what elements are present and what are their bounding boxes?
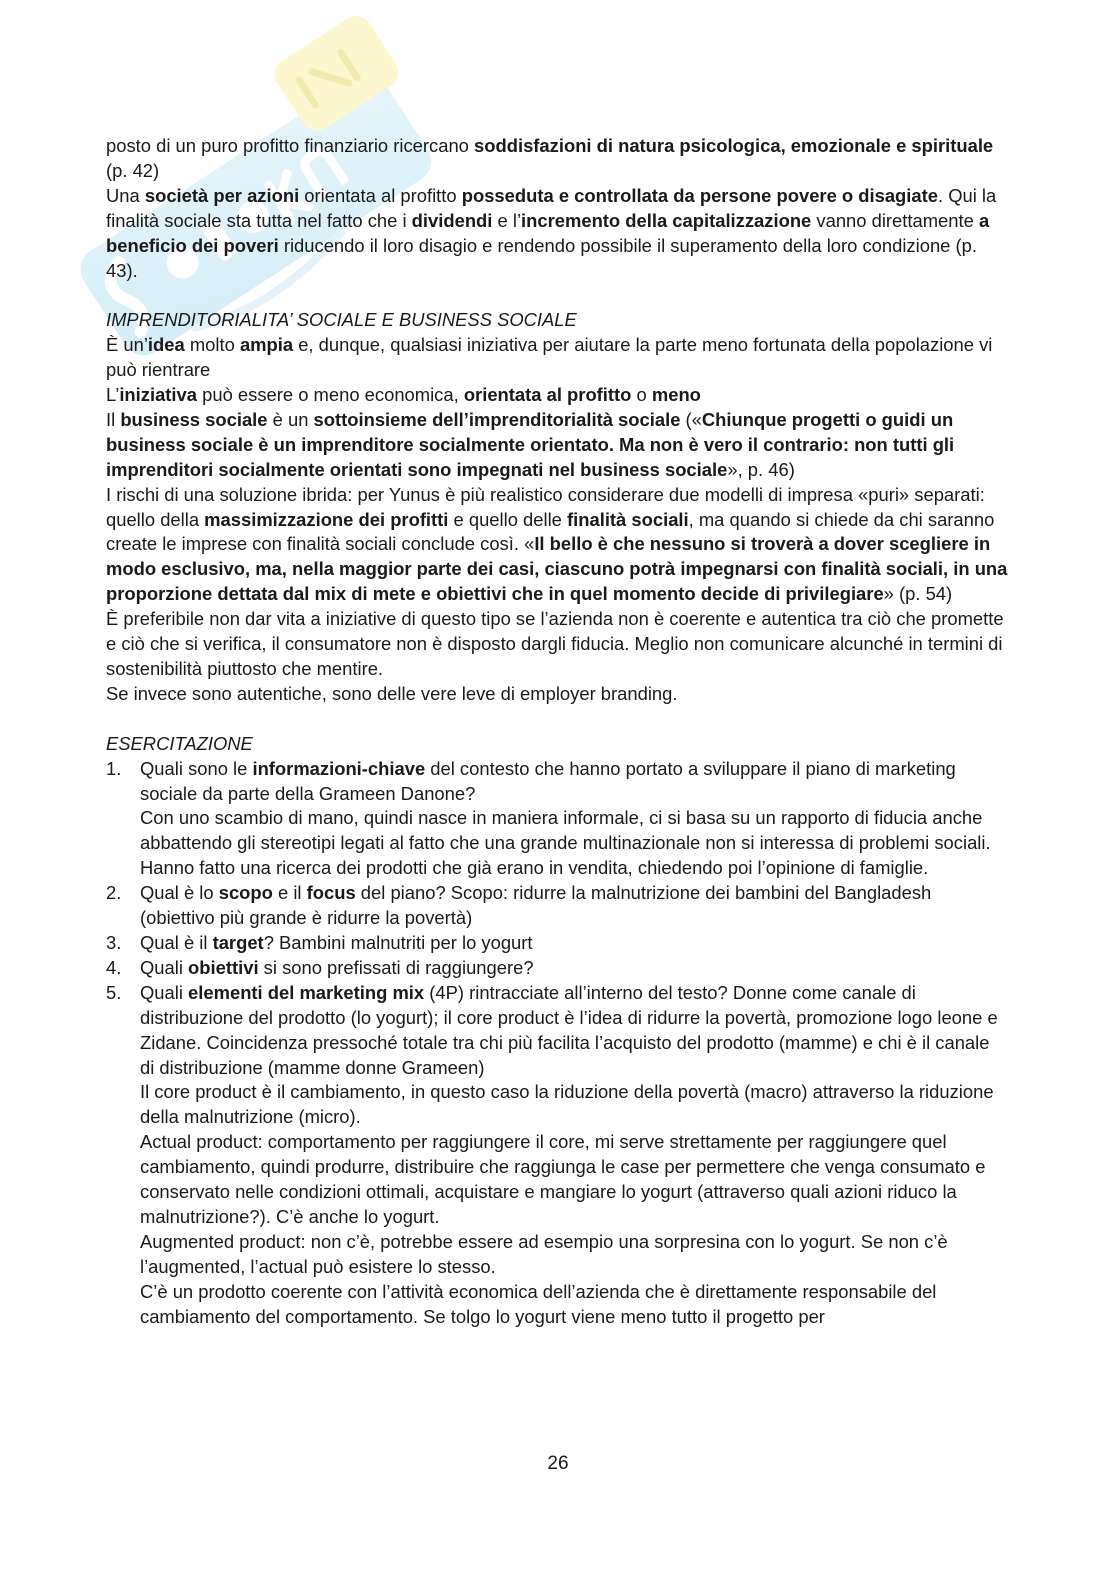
bold-text-run: meno [651,384,701,406]
bold-text-run: dividendi [411,209,493,231]
exercise-item [106,881,1008,931]
page-number: 26 [547,1453,569,1474]
text-run: », p. 46) [727,458,795,480]
bold-text-run: incremento della capitalizzazione [521,209,812,231]
text-run: Quali [140,956,189,978]
paragraph [106,483,1008,608]
bold-text-run: orientata al profitto [463,384,632,406]
exercise-item [106,956,1008,981]
text-run: può essere o meno economica, [197,384,464,406]
text-run: Qual è il [140,931,213,953]
bold-text-run: informazioni-chiave [252,757,426,779]
exercise-item-number: 2. [106,882,122,904]
text-run: I rischi di una soluzione ibrida: per Yunus è più realistico considerare due modelli di impresa «puri» separati: quello della [106,483,985,530]
text-run: molto [184,334,240,356]
exercise-list [106,757,1008,1330]
text-run: si sono prefissati di raggiungere? [258,956,534,978]
section-intro [106,134,1008,283]
text-run: Augmented product: non c’è, potrebbe essere ad esempio una sorpresina con lo yogurt. Se non c’è l’augmented, l’actual può esistere lo stesso. [140,1230,948,1277]
page-content [106,134,1008,1329]
paragraph [140,1230,1008,1280]
exercise-item [106,931,1008,956]
paragraph [140,1130,1008,1230]
bold-text-run: ampia [239,334,294,356]
text-run: È preferibile non dar vita a iniziative di questo tipo se l’azienda non è coerente e autentica tra ciò che promette e ciò che si verifica, il consumatore non è disposto dargli fiducia. Meglio non comunicare alcunché in termini di sostenibilità piuttosto che mentire. [106,608,1004,680]
text-run: È un’ [106,334,148,356]
paragraph [106,607,1008,682]
text-run: o [631,384,652,406]
bold-text-run: società per azioni [144,184,300,206]
text-run: del piano? Scopo: ridurre la malnutrizione dei bambini del Bangladesh (obiettivo più grande è ridurre la povertà) [140,882,932,929]
heading-esercitazione: ESERCITAZIONE [106,732,253,754]
paragraph [140,757,1008,807]
paragraph [140,956,1008,981]
text-run: Una [106,184,145,206]
paragraph [140,806,1008,856]
paragraph [140,856,1008,881]
text-run: Quali [140,981,189,1003]
paragraph [106,184,1008,284]
text-run: , ma quando si chiede da chi saranno create le imprese con finalità sociali conclude così. « [106,508,995,555]
paragraph [106,682,1008,707]
bold-text-run: a beneficio dei poveri [106,209,990,256]
exercise-item-number: 1. [106,757,122,779]
text-run: (p. 42) [106,159,160,181]
text-run: » (p. 54) [883,583,953,605]
text-run: posto di un puro profitto finanziario ricercano [106,135,475,156]
section-business-sociale [106,333,1008,707]
paragraph [140,1080,1008,1130]
text-run: Con uno scambio di mano, quindi nasce in maniera informale, ci si basa su un rapporto di fiducia anche abbattendo gli stereotipi legati al fatto che una grande multinazionale non si interessa di problemi sociali. [140,807,991,854]
paragraph [140,1280,1008,1330]
paragraph [140,981,1008,1081]
bold-text-run: target [212,931,264,953]
text-run: e, dunque, qualsiasi iniziativa per aiutare la parte meno fortunata della popolazione vi può rientrare [106,334,993,381]
bold-text-run: business sociale [120,408,268,430]
exercise-item-number: 3. [106,931,122,953]
bold-text-run: soddisfazioni di natura psicologica, emozionale e spirituale [474,135,994,156]
exercise-item [106,981,1008,1330]
text-run: e quello delle [448,508,568,530]
text-run: vanno direttamente [811,209,979,231]
text-run: . Qui la finalità sociale sta tutta nel fatto che i [106,184,997,231]
bold-text-run: posseduta e controllata da persone povere o disagiate [461,184,938,206]
text-run: ? Bambini malnutriti per lo yogurt [263,931,533,953]
text-run: Hanno fatto una ricerca dei prodotti che già erano in vendita, chiedendo poi l’opinione di famiglie. [140,857,929,879]
text-run: L’ [106,384,120,406]
bold-text-run: sottoinsieme dell’imprenditorialità sociale [313,408,681,430]
bold-text-run: Chiunque progetti o guidi un business sociale è un imprenditore socialmente orientato. Ma non è vero il contrario: non tutti gli imprenditori socialmente orientati sono impegnati nel business sociale [106,408,955,480]
text-run: è un [267,408,314,430]
text-run: Quali sono le [140,757,253,779]
text-run: Se invece sono autentiche, sono delle vere leve di employer branding. [106,682,678,704]
text-run: e l’ [492,209,522,231]
paragraph [106,333,1008,383]
text-run: (« [680,408,702,430]
bold-text-run: idea [147,334,185,356]
text-run: e il [272,882,307,904]
paragraph [140,931,1008,956]
bold-text-run: iniziativa [119,384,197,406]
exercise-item-number: 5. [106,981,122,1003]
text-run: Il core product è il cambiamento, in questo caso la riduzione della povertà (macro) attraverso la riduzione della malnutrizione (micro). [140,1081,994,1128]
bold-text-run: Il bello è che nessuno si troverà a dover scegliere in modo esclusivo, ma, nella maggior parte dei casi, ciascuno potrà impegnarsi con finalità sociali, in una proporzione dettata dal mix di mete e obiettivi che in quel momento decide di privilegiare [106,533,1008,605]
bold-text-run: elementi del marketing mix [188,981,425,1003]
text-run: C’è un prodotto coerente con l’attività economica dell’azienda che è direttamente responsabile del cambiamento del comportamento. Se tolgo lo yogurt viene meno tutto il progetto per [140,1280,937,1327]
paragraph [106,383,1008,408]
text-run: Actual product: comportamento per raggiungere il core, mi serve strettamente per raggiungere quel cambiamento, quindi produrre, distribuire che raggiunga le case per permettere che venga consumato e conservato nelle condizioni ottimali, acquistare e mangiare lo yogurt (attraverso quali azioni riduco la malnutrizione?). C’è anche lo yogurt. [140,1131,986,1227]
text-run: orientata al profitto [299,184,462,206]
paragraph [140,881,1008,931]
bold-text-run: finalità sociali [567,508,689,530]
text-run: (4P) rintracciate all’interno del testo? Donne come canale di distribuzione del prodotto (lo yogurt); il core product è l’idea di ridurre la povertà, promozione logo leone e Zidane. Coincidenza pressoché totale tra chi più facilita l’acquisto del prodotto (mamme) e chi è il canale di distribuzione (mamme donne Grameen) [140,981,998,1078]
bold-text-run: focus [306,882,356,904]
text-run: riducendo il loro disagio e rendendo possibile il superamento della loro condizione (p. 43). [106,234,977,281]
paragraph [106,134,1008,184]
exercise-item [106,757,1008,882]
heading-imprenditorialita-sociale: IMPRENDITORIALITA’ SOCIALE E BUSINESS SOCIALE [106,309,577,331]
text-run: Il [106,408,121,430]
exercise-item-number: 4. [106,956,122,978]
text-run: del contesto che hanno portato a sviluppare il piano di marketing sociale da parte della Grameen Danone? [140,757,956,804]
text-run: Qual è lo [140,882,219,904]
bold-text-run: massimizzazione dei profitti [204,508,449,530]
bold-text-run: obiettivi [188,956,259,978]
paragraph [106,408,1008,483]
bold-text-run: scopo [218,882,273,904]
